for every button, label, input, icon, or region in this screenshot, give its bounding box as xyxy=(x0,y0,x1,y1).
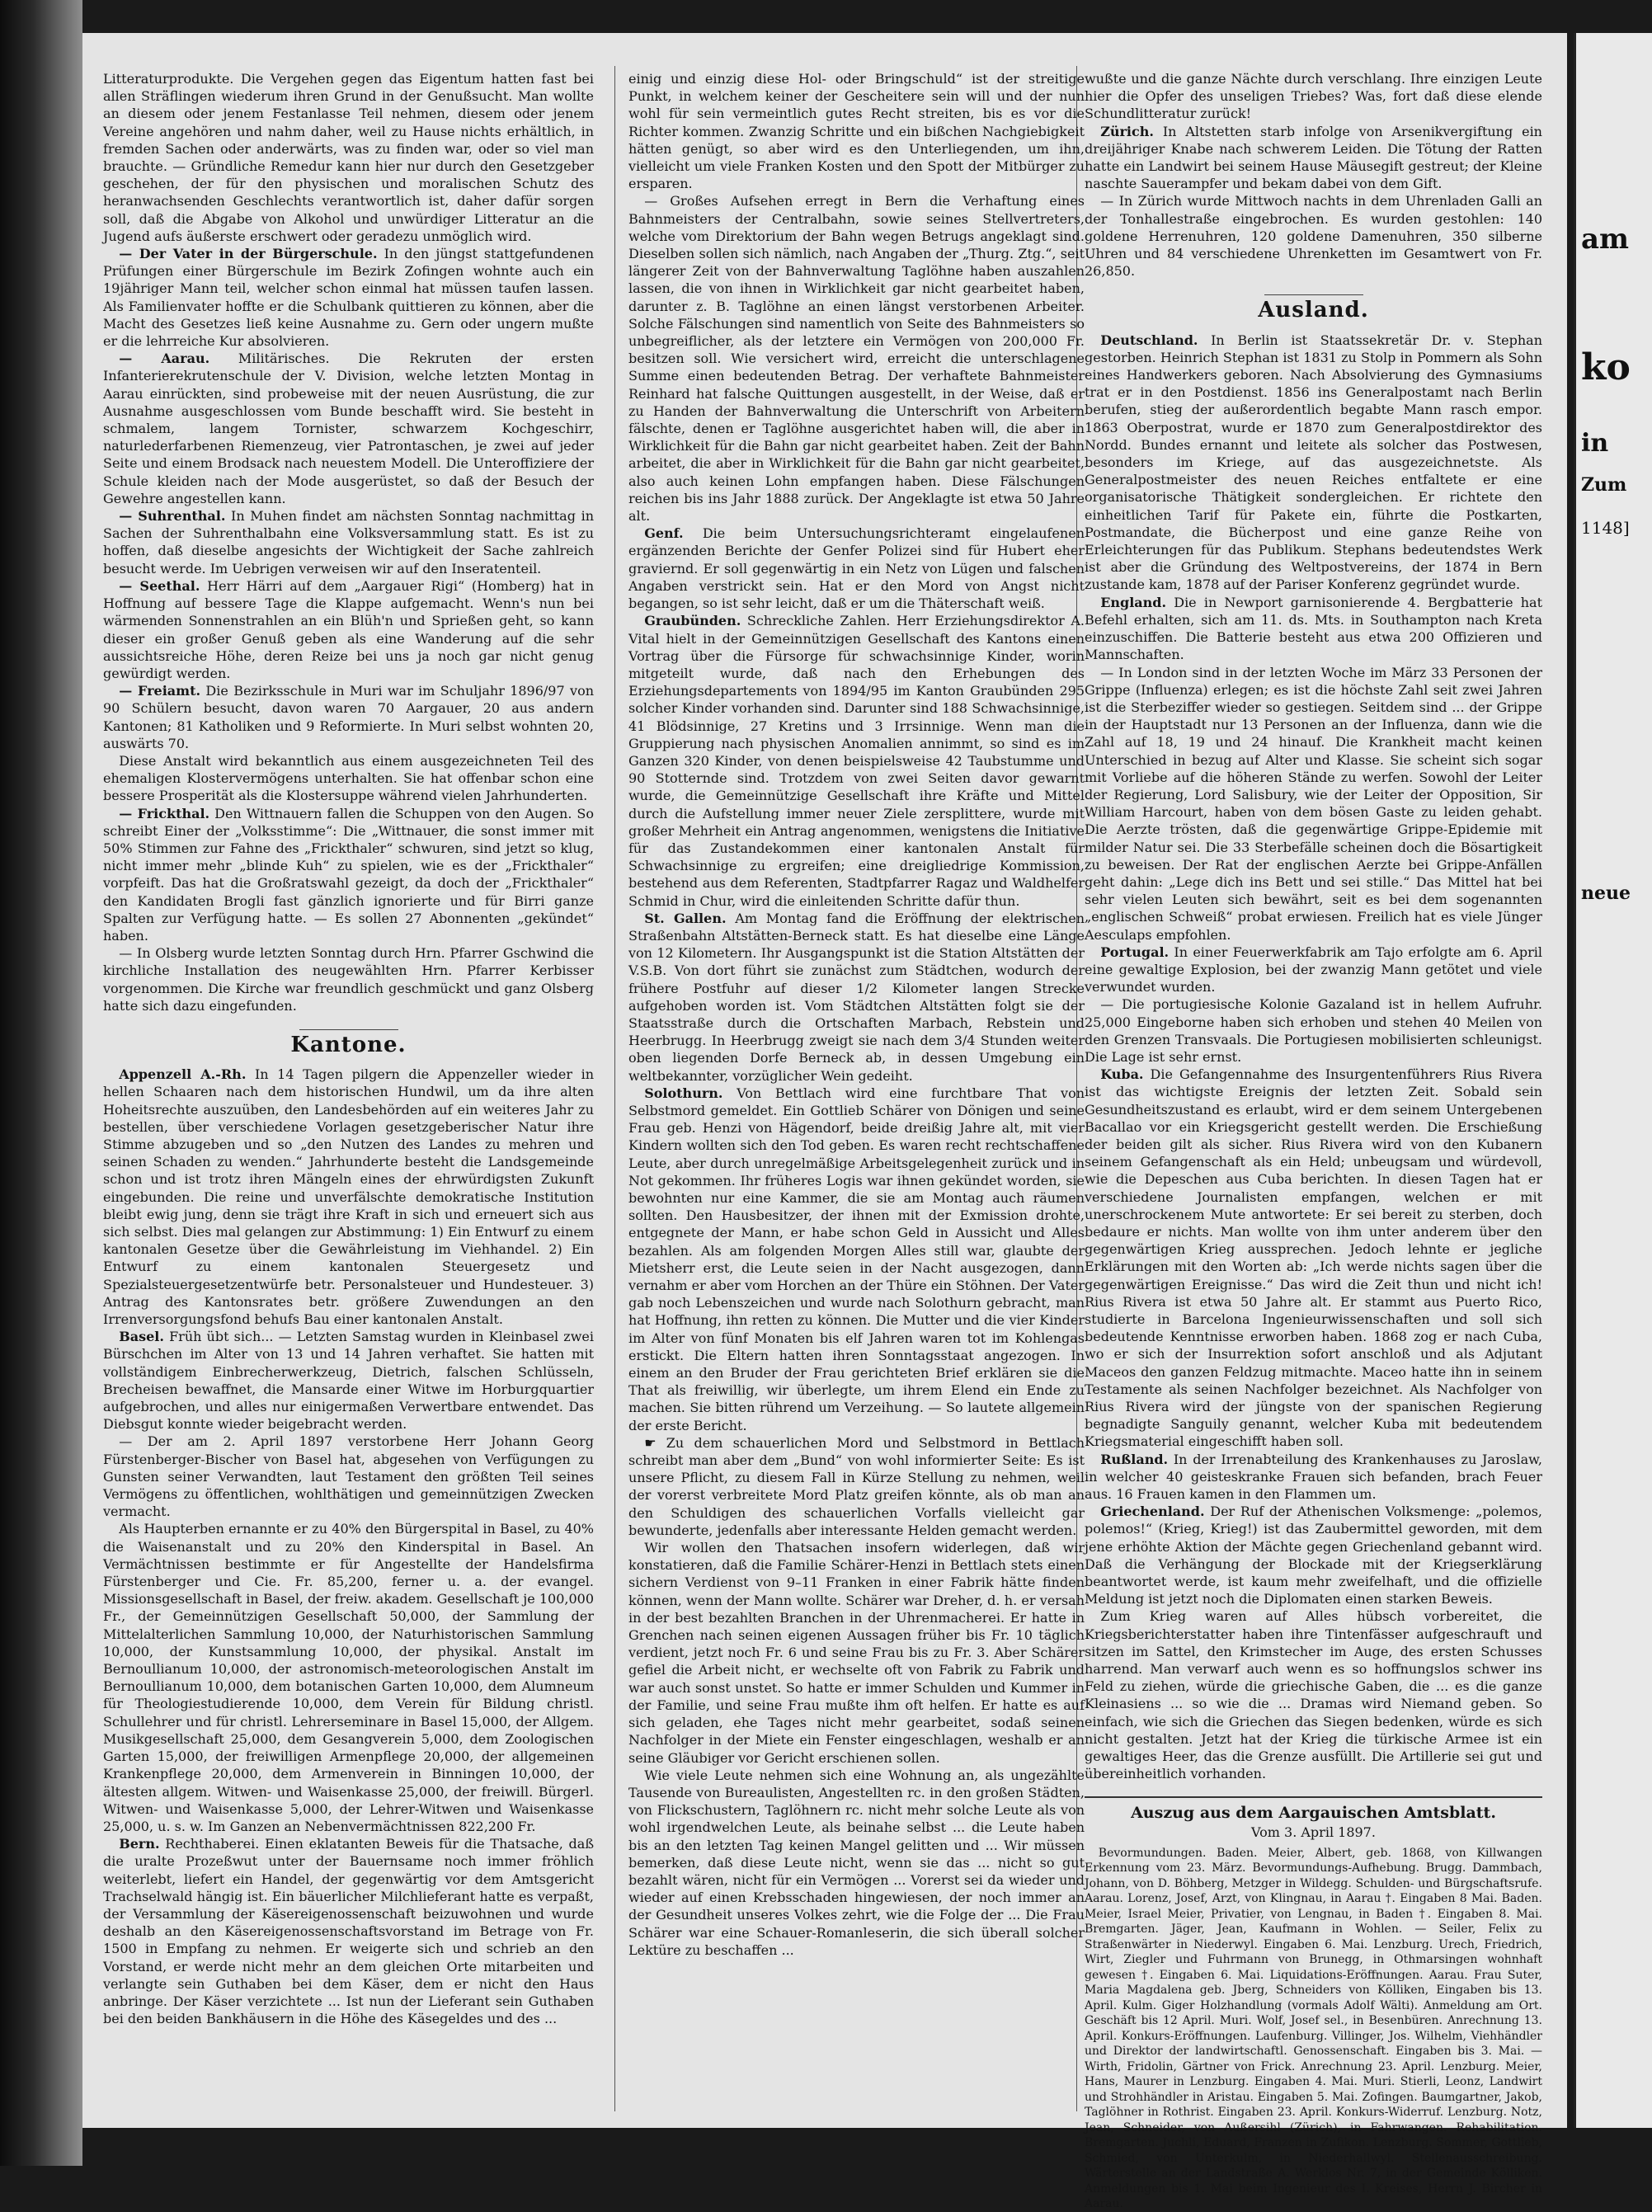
article-paragraph: ☛ Zu dem schauerlichen Mord und Selbstmord in Bettlach schreibt man aber dem „Bund“ von wohl informierter Seite: Es ist unsere Pflicht, zu diesem Fall in Kürze Stellung zu nehmen, weil der vorerst verbreitete Mord Platz greifen könnte, als ob man an den Schuldigen des schauerlichen Vorfalls vielleicht gar bewunderte, jedenfalls aber interessante Helden gemacht werden. xyxy=(628,1434,1085,1538)
article-paragraph: England. Die in Newport garnisonierende 4. Bergbatterie hat Befehl erhalten, sich am 11. ds. Mts. in Southampton nach Kreta einzuschiffen. Die Batterie besteht aus etwa 200 Offizieren und Mannschaften. xyxy=(1085,594,1542,663)
article-paragraph: Graubünden. Schreckliche Zahlen. Herr Erziehungsdirektor A. Vital hielt in der Gemeinnützigen Gesellschaft des Kantons einen Vortrag über die Fürsorge für schwachsinnige Kinder, worin mitgeteilt wurde, daß nach den Erhebungen des Erziehungsdepartements von 1894/95 im Kanton Graubünden 295 solcher Kinder vorhanden sind. Darunter sind 188 Schwachsinnige, 41 Blödsinnige, 27 Kretins und 3 Irrsinnige. Wenn man die Gruppierung nach physischen Anomalien annimmt, so sind es im Ganzen 320 Kinder, von denen beispielsweise 42 Taubstumme und 90 Stotternde sind. Trotzdem von zwei Seiten davor gewarnt wurde, die Gemeinnützige Gesellschaft ihre Kräfte und Mittel durch die Aufstellung immer neuer Ziele zersplittere, wurde mit großer Mehrheit ein Antrag angenommen, wenigstens die Initiative für das Zustandekommen einer kantonalen Anstalt für Schwachsinnige zu ergreifen; eine dreigliedrige Kommission, bestehend aus dem Referenten, Stadtpfarrer Ragaz und Waldhelfer Schmid in Chur, wird die einleitenden Schritte dafür thun. xyxy=(628,613,1085,909)
edge-text-fragment: am xyxy=(1581,223,1630,256)
article-paragraph: — Frickthal. Den Wittnauern fallen die Schuppen von den Augen. So schreibt Einer der „Volksstimme“: Die „Wittnauer, die sonst immer mit 50% Stimmen zur Fahne des „Frickthaler“ schwuren, sind jetzt so klug, nicht immer mehr „blinde Kuh“ zu spielen, wie es der „Frickthaler“ vorpfeift. Das hat die Großratswahl gezeigt, da doch der „Frickthaler“ den Kandidaten Brogli fast gänzlich ignorierte und für Birri ganze Spalten zur Verfügung hatte. — Es sollen 27 Abonnenten „gekündet“ haben. xyxy=(103,805,594,944)
article-lead: — Suhrenthal. xyxy=(119,508,226,525)
article-lead: — Aarau. xyxy=(119,351,210,367)
article-lead: Portugal. xyxy=(1100,944,1170,960)
article-paragraph: Rußland. In der Irrenabteilung des Krankenhauses zu Jaroslaw, in welcher 40 geisteskranke Frauen sich befanden, brach Feuer aus. 16 Frauen kamen in den Flammen um. xyxy=(1085,1451,1543,1503)
article-lead: Appenzell A.-Rh. xyxy=(119,1066,247,1083)
article-paragraph: — In Olsberg wurde letzten Sonntag durch Hrn. Pfarrer Gschwind die kirchliche Installation des neugewählten Hrn. Pfarrer Kerbisser vorgenommen. Die Kirche war freundlich geschmückt und ganz Olsberg hatte sich dazu eingefunden. xyxy=(103,945,594,1014)
amtsblatt-entries: Bevormundungen. Baden. Meier, Albert, geb. 1868, von Killwangen Erkennung vom 23. März. Bevormundungs-Aufhebung. Brugg. Dammbach, Johann, von D. Böhberg, Metzger in Wildegg. Schulden- und Bürgschaftsrufe. Aarau. Lorenz, Josef, Arzt, von Klingnau, in Aarau †. Eingaben 8 Mai. Baden. Meier, Israel Meier, Privatier, von Lengnau, in Baden †. Eingaben 8. Mai. Bremgarten. Jäger, Jean, Kaufmann in Wohlen. — Seiler, Felix zu Straßenwärter in Niederwyl. Eingaben 6. Mai. Lenzburg. Urech, Friedrich, Wirt, Ziegler und Fuhrmann von Brunegg, in Othmarsingen wohnhaft gewesen †. Eingaben 6. Mai. Liquidations-Eröffnungen. Aarau. Frau Suter, Maria Magdalena geb. Jberg, Schneiders von Kölliken, Eingaben bis 13. April. Kulm. Giger Holzhandlung (vormals Adolf Wälti). Anmeldung am Ort. Geschäft bis 12 April. Muri. Wolf, Josef sel., in Besenbüren. Anrechnung 13. April. Konkurs-Eröffnungen. Laufenburg. Villinger, Jos. Wilhelm, Viehhändler und Direktor der landwirtschaftl. Genossenschaft. Eingaben bis 3. Mai. — Wirth, Fridolin, Gärtner von Frick. Anrechnung 23. April. Lenzburg. Meier, Hans, Maurer in Lenzburg. Eingaben 4. Mai. Muri. Stierli, Leonz, Landwirt und Strohhändler in Aristau. Eingaben 5. Mai. Zofingen. Baumgartner, Jakob, Taglöhner in Rothrist. Eingaben 23. April. Konkurs-Widerruf. Lenzburg. Notz, Jean, Schneider, von Außersihl (Zürich), in Fahrwangen. Rehabilitation. Bremgarten. Juchli, Eduard, Franzen in Zufikon. Lenzburg. Sommer, Gottlieb, Schmied, von Unterkulm, in Niederhallwyl. Stellenausschreibung. Wärterstelle an der Landstraße A. Werklos Nr. 7, in der Gemeinde Kölliken. Anmeldungen bis 1. Mai beim Ingenieur des I. Kreises, Herrn J. Bircher in Aarau. xyxy=(1085,1846,1542,2211)
article-paragraph: Litteraturprodukte. Die Vergehen gegen das Eigentum hatten fast bei allen Sträflingen wiederum ihren Grund in der Genußsucht. Man wollte an diesem oder jenem Festanlasse Teil nehmen, diesem oder jenem Vereine angehören und nahm daher, weil zu Hause nichts erhältlich, in fremden Sachen oder anderwärts, was zu finden war, oder so viel man brauchte. — Gründliche Remedur kann hier nur durch den Gesetzgeber geschehen, der für den physischen und moralischen Schutz des heranwachsenden Geschlechts verantwortlich ist, daher dafür sorgen soll, daß die Abgabe von Alkohol und unwürdiger Litteratur an die Jugend aufs äußerste erschwert oder geradezu unmöglich wird. xyxy=(103,71,594,244)
book-binding-shadow xyxy=(0,0,82,2166)
article-lead: Graubünden. xyxy=(644,613,741,629)
article-paragraph: einig und einzig diese Hol- oder Bringschuld“ ist der streitige Punkt, in welchem keiner der Gescheitere sein will und der nun wohl für sein vermeintlich gutes Recht streiten, bis es vor die Richter kommen. Zwanzig Schritte und ein bißchen Nachgiebigkeit hätten genügt, so aber wird es den Unterliegenden, um ihn, vielleicht um viele Franken Kosten und den Spott der Mitbürger zu ersparen. xyxy=(628,71,1085,192)
article-lead: Solothurn. xyxy=(644,1085,723,1101)
edge-text-fragment: Zum xyxy=(1581,474,1627,496)
article-paragraph: — Großes Aufsehen erregt in Bern die Verhaftung eines Bahnmeisters der Centralbahn, sowie seines Stellvertreters, welche vom Direktorium der Bahn wegen Betrugs angeklagt sind. Dieselben sollen sich nämlich, nach Angaben der „Thurg. Ztg.“, seit längerer Zeit von der Bahnverwaltung Taglöhne haben auszahlen lassen, die von ihnen in Wirklichkeit gar nicht gearbeitet haben, darunter z. B. Taglöhne an einen längst verstorbenen Arbeiter. Solche Fälschungen sind namentlich von Seite des Bahnmeisters so unbegreiflicher, als der letztere ein Vermögen von 200,000 Fr. besitzen soll. Wie versichert wird, erreicht die unterschlagene Summe einen bedeutenden Betrag. Der verhaftete Bahnmeister Reinhard hat falsche Quittungen ausgestellt, in der Weise, daß er zu Handen der Bahnverwaltung die Unterschrift von Arbeitern fälschte, denen er Taglöhne ausgerichtet haben will, die aber in Wirklichkeit für die Bahn gar nicht gearbeitet haben. Zeit der Bahn arbeitet, die aber in Wirklichkeit für die Bahn gar nicht gearbeitet, also auch keinen Lohn empfangen haben. Diese Fälschungen reichen bis ins Jahr 1888 zurück. Der Angeklagte ist etwa 50 Jahre alt. xyxy=(628,193,1085,525)
article-paragraph: — Suhrenthal. In Muhen findet am nächsten Sonntag nachmittag in Sachen der Suhrenthalbahn eine Volksversammlung statt. Es ist zu hoffen, daß dieselbe angesichts der Wichtigkeit der Sache zahlreich besucht werde. Im Uebrigen verweisen wir auf den Inseratenteil. xyxy=(103,508,595,577)
article-paragraph: Basel. Früh übt sich... — Letzten Samstag wurden in Kleinbasel zwei Bürschchen im Alter von 13 und 14 Jahren verhaftet. Sie hatten mit vollständigem Einbrecherwerkzeug, Dietrich, falschen Schlüsseln, Brecheisen bewaffnet, die Mansarde einer Witwe im Horburgquartier aufgebrochen, und alles nur einigermaßen Verwertbare entwendet. Das Diebsgut konnte wieder beigebracht werden. xyxy=(103,1329,595,1433)
article-lead: Rußland. xyxy=(1100,1451,1169,1467)
article-paragraph: Kuba. Die Gefangennahme des Insurgentenführers Rius Rivera ist das wichtigste Ereignis der letzten Zeit. Sobald sein Gesundheitszustand es erlaubt, wird er dem seinem Untergebenen Bacallao vor ein Kriegsgericht gestellt werden. Die Erschießung der beiden gilt als sicher. Rius Rivera wird von den Kubanern seinem Gefangenschaft als ein Held; unbeugsam und würdevoll, wie die Depeschen aus Cuba berichten. In diesen Tagen hat er verschiedene Journalisten empfangen, welchen er mit unerschrockenem Mute antwortete: Er sei bereit zu sterben, doch bedaure er nichts. Man wollte von ihm unter anderem über den gegenwärtigen Krieg aussprechen. Jedoch lehnte er jegliche Erklärungen mit den Worten ab: „Ich werde nichts sagen über die gegenwärtigen Ereignisse.“ Das wird die Zeit thun und nicht ich! Rius Rivera ist etwa 50 Jahre alt. Er stammt aus Puerto Rico, studierte in Barcelona Ingenieurwissenschaften und soll sich bedeutende Kenntnisse erworben haben. 1868 zog er nach Cuba, wo er sich der Insurrektion sofort anschloß und als Adjutant Maceos den ganzen Feldzug mitmachte. Maceo hatte ihn in seinem Testamente als seinen Nachfolger bezeichnet. Als Nachfolger von Rius Rivera wird der jüngste von der spanischen Regierung begnadigte Sanguily genannt, welcher Kuba mit bedeutendem Kriegsmaterial eingeschifft haben soll. xyxy=(1085,1066,1542,1450)
article-lead: — Freiamt. xyxy=(119,683,201,699)
article-lead: St. Gallen. xyxy=(644,910,727,926)
amtsblatt-date: Vom 3. April 1897. xyxy=(1251,1824,1376,1840)
section-heading-ausland: Ausland. xyxy=(1085,294,1542,319)
article-paragraph: — Die portugiesische Kolonie Gazaland ist in hellem Aufruhr. 25,000 Eingeborne haben sich erhoben und stehen 40 Meilen von den Grenzen Transvaals. Die Portugiesen mobilisierten schleunigst. Die Lage ist sehr ernst. xyxy=(1085,996,1542,1065)
article-paragraph: Wir wollen den Thatsachen insofern widerlegen, daß wir konstatieren, daß die Familie Schärer-Henzi in Bettlach stets einen sichern Verdienst von 9–11 Franken in einer Fabrik hätte finden können, wenn der Mann wollte. Schärer war Dreher, d. h. er versah in der best bezahlten Branchen in der Uhrenmacherei. Er hatte in Grenchen nach seinen eigenen Aussagen früher bis Fr. 10 täglich verdient, jetzt noch Fr. 6 und seine Frau bis zu Fr. 3. Aber Schärer gefiel die Arbeit nicht, er wechselte oft von Fabrik zu Fabrik und war auch sonst unstet. So hatte er immer Schulden und Kummer in der Familie, und seine Frau mußte ihm oft helfen. Er hatte es auf sich geladen, ehe Tages nicht mehr gearbeitet, sodaß seinen Nachfolger in der Miete ein Fenster eingeschlagen, weshalb er an seine Gläubiger vor Gericht erschienen sollen. xyxy=(628,1540,1085,1766)
adjacent-page-edge xyxy=(1574,33,1652,2128)
article-paragraph: — Freiamt. Die Bezirksschule in Muri war im Schuljahr 1896/97 von 90 Schülern besucht, davon waren 70 Aargauer, 20 aus andern Kantonen; 81 Katholiken und 9 Reformierte. In Muri selbst wohnten 20, auswärts 70. xyxy=(103,683,594,751)
article-paragraph: — Seethal. Herr Härri auf dem „Aargauer Rigi“ (Homberg) hat in Hoffnung auf bessere Tage die Klappe aufgemacht. Wenn's nun bei wärmenden Sonnenstrahlen an ein Blüh'n und Sprießen geht, so kann dieser ein großer Genuß geben als eine Wanderung auf die sehr aussichtsreiche Höhe, deren Reize bei uns ja noch gar nicht genug gewürdigt werden. xyxy=(103,577,594,681)
edge-text-fragment: in xyxy=(1581,429,1609,458)
article-lead: Genf. xyxy=(644,525,684,542)
article-lead: Kuba. xyxy=(1100,1066,1144,1083)
article-paragraph: Genf. Die beim Untersuchungsrichteramt eingelaufenen ergänzenden Berichte der Genfer Polizei sind für Hubert eher graviernd. Er soll gegenwärtig in ein Netz von Lügen und falschen Angaben verstrickt sein. Hat er den Mord von Angst nicht begangen, so ist sehr leicht, daß er um die Thäterschaft weiß. xyxy=(628,525,1085,612)
article-lead: Griechenland. xyxy=(1100,1504,1205,1520)
article-paragraph: — Der am 2. April 1897 verstorbene Herr Johann Georg Fürstenberger-Bischer von Basel hat, abgesehen von Verfügungen zu Gunsten seiner Verwandten, laut Testament den größten Teil seines Vermögens zu öffentlichen, wohlthätigen und gemeinnützigen Zwecken vermacht. xyxy=(103,1433,594,1520)
edge-text-fragment: neue xyxy=(1581,882,1631,904)
article-lead: England. xyxy=(1100,594,1167,610)
column-middle xyxy=(628,70,1085,2116)
article-lead: Zürich. xyxy=(1100,123,1154,139)
amtsblatt-heading: Auszug aus dem Aargauischen Amtsblatt. xyxy=(1085,1796,1542,1822)
article-paragraph: Bern. Rechthaberei. Einen eklatanten Beweis für die Thatsache, daß die uralte Prozeßwut unter der Bauernsame noch immer fröhlich weiterlebt, liefert ein Handel, der gegenwärtig vor dem Amtsgericht Trachselwald hängig ist. Ein bäuerlicher Milchlieferant hatte es verpaßt, der Versammlung der Käsereigenossenschaft beizuwohnen und wurde deshalb an den Käsereigenossenschaftsvorstand im Betrage von Fr. 1500 in Empfang zu nehmen. Er weigerte sich und schrieb an den Vorstand, er werde nicht mehr an dem gleichen Orte mitarbeiten und verlangte sein Guthaben bei dem Käser, dem er nicht den Haus anbringe. Der Käser verzichtete ... Ist nun der Lieferant sein Guthaben bei den beiden Bankhäusern in die Höhe des Käsegeldes und des ... xyxy=(103,1836,595,2027)
article-lead: — Der Vater in der Bürgerschule. xyxy=(119,246,378,262)
article-paragraph: wußte und die ganze Nächte durch verschlang. Ihre einzigen Leute hier die Opfer des unseligen Triebes? Was, fort daß diese elende Schundlitteratur zurück! xyxy=(1085,71,1542,122)
article-lead: — Frickthal. xyxy=(119,805,210,821)
article-paragraph: Wie viele Leute nehmen sich eine Wohnung an, als ungezählte Tausende von Bureaulisten, Angestellten rc. in den großen Städten, von Flickschustern, Taglöhnern rc. nicht mehr solche Leute als von wohl irgendwelchen Leute, als beinahe selbst ... die Leute haben bis an den letzten Tag keinen Mangel gelitten und ... Wir müssen bemerken, daß diese Leute nicht, wenn sie das ... nicht so gut bezahlt wären, nicht für ein Vermögen ... Vorerst sei da wieder und wieder auf einen Krebsschaden hingewiesen, der noch immer an der Gesundheit unseres Volkes zehrt, wie die Folge der ... Die Frau Schärer war eine Schauer-Romanleserin, die sich überall solcher Lektüre zu beschaffen ... xyxy=(628,1767,1085,1958)
article-lead: Bern. xyxy=(119,1836,160,1852)
article-paragraph: Zum Krieg waren auf Alles hübsch vorbereitet, die Kriegsberichterstatter haben ihre Tintenfässer aufgeschrauft und sitzen im Sattel, den Krimstecher im Auge, des ersten Schusses harrend. Man verwarf auch wenn es so hoffnungslos schwer ins Feld zu ziehen, würde die griechische Gaben, die ... es die ganze Kleinasiens ... so wie die ... Dramas wird Niemand geben. So einfach, wie sich die Griechen das Siegen bedenken, würde es sich nicht gestalten. Jetzt hat der Krieg die türkische Armee ist ein gewaltiges Heer, das die Grenze ausfüllt. Die Artillerie sei gut und übereinheitlich vorhanden. xyxy=(1085,1608,1542,1782)
article-paragraph: Zürich. In Altstetten starb infolge von Arsenikvergiftung ein dreijähriger Knabe nach schwerem Leiden. Die Tötung der Ratten hatte ein Landwirt bei seinem Hause Mäusegift gestreut; der Kleine naschte Sauerampfer und bekam dabei von dem Gift. xyxy=(1085,123,1542,192)
article-paragraph: — In Zürich wurde Mittwoch nachts in dem Uhrenladen Galli an der Tonhallestraße eingebrochen. Es wurden gestohlen: 140 goldene Herrenuhren, 120 goldene Damenuhren, 350 silberne Uhren und 84 verschiedene Uhrenketten im Gesamtwert von Fr. 26,850. xyxy=(1085,193,1542,280)
article-paragraph: Diese Anstalt wird bekanntlich aus einem ausgezeichneten Teil des ehemaligen Klostervermögens unterhalten. Sie hat offenbar schon eine bessere Prosperität als die Klostersuppe während vielen Jahrhunderten. xyxy=(103,752,594,804)
article-paragraph: Deutschland. In Berlin ist Staatssekretär Dr. v. Stephan gestorben. Heinrich Stephan ist 1831 zu Stolp in Pommern als Sohn eines Handwerkers geboren. Nach Absolvierung des Gymnasiums trat er in den Postdienst. 1856 ins Generalpostamt nach Berlin berufen, stieg der außerordentlich begabte Mann rasch empor. 1863 Oberpostrat, wurde er 1870 zum Generalpostdirektor des Nordd. Bundes ernannt und leitete als solcher das Postwesen, besonders im Kriege, auf das ausgezeichnetste. Als Generalpostmeister des neuen Reiches entfaltete er eine organisatorische Thätigkeit sondergleichen. Er richtete den einheitlichen Tarif für Pakete ein, führte die Postkarten, Postmandate, die Bücherpost und eine ganze Reihe von Erleichterungen für das Publikum. Stephans bedeutendstes Werk ist aber die Gründung des Weltpostvereins, der 1874 in Bern zustande kam, 1878 auf der Pariser Konferenz gegründet wurde. xyxy=(1085,332,1542,593)
article-paragraph: Portugal. In einer Feuerwerkfabrik am Tajo erfolgte am 6. April eine gewaltige Explosion, bei der zwanzig Mann getötet und viele verwundet wurden. xyxy=(1085,944,1543,995)
edge-text-fragment: 1148] xyxy=(1581,518,1630,538)
article-paragraph: — Der Vater in der Bürgerschule. In den jüngst stattgefundenen Prüfungen einer Bürgerschule im Bezirk Zofingen wohnte auch ein 19jähriger Mann teil, welcher schon einmal hat müssen taufen lassen. Als Familienvater hoffte er die Schulbank quittieren zu können, aber die Macht des Gesetzes ließ keine Ausnahme zu. Gern oder ungern mußte er die lehrreiche Kur absolvieren. xyxy=(103,246,595,350)
article-paragraph: St. Gallen. Am Montag fand die Eröffnung der elektrischen Straßenbahn Altstätten-Berneck statt. Es hat dieselbe eine Länge von 12 Kilometern. Ihr Ausgangspunkt ist die Station Altstätten der V.S.B. Von dort führt sie zunächst zum Städtchen, wodurch der frühere Postfuhr auf dieser 1/2 Kilometer langen Strecke aufgehoben worden ist. Vom Städtchen Altstätten folgt sie der Staatsstraße durch die Ortschaften Marbach, Rebstein und Heerbrugg. In Heerbrugg zweigt sie nach dem 3/4 Stunden weiter oben liegenden Dorfe Berneck ab, in dessen Umgebung ein weltbekannter, vorzüglicher Wein gedeiht. xyxy=(628,910,1085,1084)
column-rule xyxy=(614,66,615,2111)
article-paragraph: — Aarau. Militärisches. Die Rekruten der ersten Infanterierekrutenschule der V. Division, welche letzten Montag in Aarau einrückten, sind probeweise mit der neuen Ausrüstung, die zur Ausnahme ausgeschlossen vom Bunde beschafft wird. Sie besteht in schmalem, langem Tornister, schwarzem Kochgeschirr, naturlederfarbenen Riemenzeug, vier Patrontaschen, je zwei auf jeder Seite und einem Brodsack nach neuestem Modell. Die Unteroffiziere der Schule kleiden nach der Mode ausgerüstet, so daß der Besuch der Gewehre angestellen kann. xyxy=(103,351,595,506)
article-paragraph: Solothurn. Von Bettlach wird eine furchtbare That von Selbstmord gemeldet. Ein Gottlieb Schärer von Dönigen und seine Frau geb. Henzi von Hägendorf, beide dreißig Jahre alt, mit vier Kindern wollten sich den Tod geben. Es waren recht rechtschaffene Leute, aber durch unregelmäßige Arbeitsgelegenheit zurück und in Not gekommen. Ihr früheres Logis war ihnen gekündet worden, sie bewohnten nur eine Kammer, die sie am Montag auch räumen sollten. Den Hausbesitzer, der ihnen mit der Exmission drohte, entgegnete der Mann, er habe schon Geld in Aussicht und Alles bezahlen. Als am folgenden Morgen Alles still war, glaubte der Mietsherr erst, die Leute seien in der Nacht ausgezogen, dann vernahm er aber vom Horchen an der Thüre ein Stöhnen. Der Vater gab noch Lebenszeichen und wurde nach Solothurn gebracht, man hat Hoffnung, ihn retten zu können. Die Mutter und die vier Kinder im Alter von fünf Monaten bis elf Jahren waren tot im Kohlengas erstickt. Die Eltern hatten ihren Sonntagsstaat angezogen. In einem an den Bruder der Frau gerichteten Brief erklären sie die That als freiwillig, wir überlegte, um ihrem Elend ein Ende zu machen. Sie bitten rührend um Verzeihung. — So lautete allgemein der erste Bericht. xyxy=(628,1085,1085,1433)
article-paragraph: Griechenland. Der Ruf der Athenischen Volksmenge: „polemos, polemos!“ (Krieg, Krieg!) ist das Zaubermittel geworden, mit dem jene erhöhte Aktion der Mächte gegen Griechenland gebannt wird. Daß die Verhängung der Blockade mit der Kriegserklärung beantwortet werde, ist kaum mehr zweifelhaft, und die offizielle Meldung ist jetzt noch die Diplomaten einen starken Beweis. xyxy=(1085,1504,1543,1607)
column-left xyxy=(103,70,594,2099)
article-paragraph: Appenzell A.-Rh. In 14 Tagen pilgern die Appenzeller wieder in hellen Schaaren nach dem historischen Hundwil, um da ihre alten Hoheitsrechte auszuüben, den Landesbehörden auf ein weiteres Jahr zu bestellen, über verschiedene Vorlagen gesetzgeberischer Natur ihre Stimme abzugeben und so „den Nutzen des Landes zu mehren und seinen Schaden zu wenden.“ Jahrhunderte besteht die Landsgemeinde schon und ist trotz ihren Mängeln eines der ehrwürdigsten Zukunft eingebunden. Die reine und unverfälschte demokratische Institution bleibt ewig jung, denn sie trägt ihre Kraft in sich und erneuert sich aus sich selbst. Dies mal gelangen zur Abstimmung: 1) Ein Entwurf zu einem kantonalen Gesetze über die Gewährleistung im Viehhandel. 2) Ein Entwurf zu einem kantonalen Steuergesetz und Spezialsteuergesetzentwürfe betr. Personalsteuer und Hundesteuer. 3) Antrag des Kantonsrates betr. größere Zuwendungen an den Irrenversorgungsfond behufs Bau einer kantonalen Anstalt. xyxy=(103,1066,594,1328)
article-lead: Basel. xyxy=(119,1329,164,1345)
article-paragraph: Als Haupterben ernannte er zu 40% den Bürgerspital in Basel, zu 40% die Waisenanstalt und zu 20% den Kinderspital in Basel. An Vermächtnissen bestimmte er für Angestellte der Handelsfirma Fürstenberger und Cie. Fr. 85,200, ferner u. a. der evangel. Missionsgesellschaft in Basel, der freiw. akadem. Gesellschaft je 100,000 Fr., der Gemeinnützigen Gesellschaft 50,000, der Sammlung der Mittelalterlichen Sammlung 10,000, der Naturhistorischen Sammlung 10,000, der Kunstsammlung 10,000, der physikal. Anstalt im Bernoullianum 10,000, der astronomisch-meteorologischen Anstalt im Bernoullianum 10,000, dem botanischen Garten 10,000, dem Alumneum für Theologiestudierende 10,000, dem Verein für Bildung christl. Schullehrer und für christl. Lehrerseminare in Basel 15,000, der Allgem. Musikgesellschaft 25,000, dem Gesangverein 5,000, dem Zoologischen Garten 15,000, der freiwilligen Armenpflege 20,000, der allgemeinen Krankenpflege 20,000, dem Armenverein in Binningen 10,000, der ältesten allgem. Witwen- und Waisenkasse 25,000, der freiwill. Bürgerl. Witwen- und Waisenkasse 5,000, der Lehrer-Witwen und Waisenkasse 25,000, u. s. w. Im Ganzen an Nebenvermächtnissen 822,200 Fr. xyxy=(103,1521,594,1834)
article-lead: Deutschland. xyxy=(1100,332,1198,348)
column-right xyxy=(1085,70,1543,2211)
article-lead: — Seethal. xyxy=(119,577,200,594)
edge-text-fragment: ko xyxy=(1581,346,1631,388)
section-heading-kantone: Kantone. xyxy=(103,1029,594,1054)
article-paragraph: — In London sind in der letzten Woche im März 33 Personen der Grippe (Influenza) erlegen; es ist die höchste Zahl seit zwei Jahren ist die Sterbeziffer wieder so gestiegen. Seitdem sind ... der Grippe in der Hauptstadt nur 13 Personen an der Influenza, dann wie die Zahl auf 18, 19 und 24 hinauf. Die Krankheit macht keinen Unterschied in bezug auf Alter und Klasse. Sie scheint sich sogar mit Vorliebe auf die höheren Stände zu werfen. Sowohl der Leiter der Regierung, Lord Salisbury, wie der Leiter der Opposition, Sir William Harcourt, haben von dem bösen Gaste zu leiden gehabt. Die Aerzte trösten, daß die gegenwärtige Grippe-Epidemie mit milder Natur sei. Die 33 Sterbefälle scheinen doch die Bösartigkeit zu beweisen. Der Rat der englischen Aerzte bei Grippe-Anfällen geht dahin: „Lege dich ins Bett und sei stille.“ Das Mittel hat bei sehr vielen Leuten sich bewährt, seit es bei dem sogenannten „englischen Schweiß“ probat erwiesen. Freilich hat es viele Jünger Aesculaps empfohlen. xyxy=(1085,664,1542,943)
